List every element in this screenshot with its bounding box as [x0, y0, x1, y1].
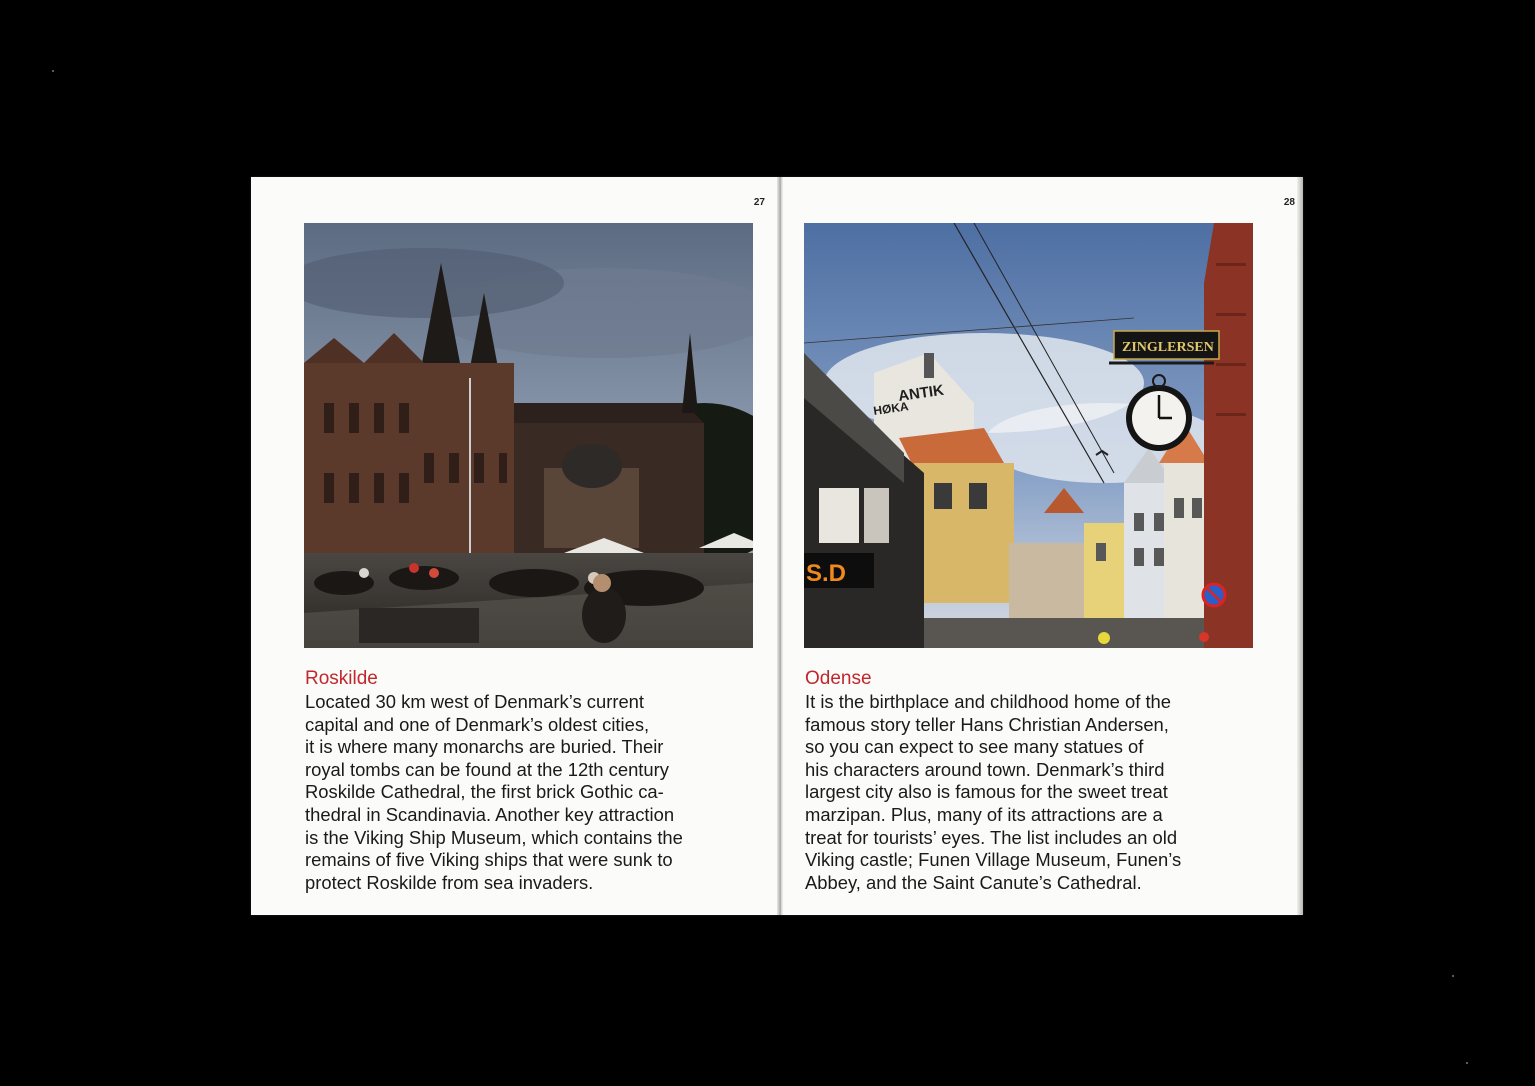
zinglersen-sign-text: ZINGLERSEN — [1122, 340, 1214, 355]
odense-street-photo — [804, 223, 1253, 648]
page-edge — [1297, 177, 1303, 915]
street-clock-illustration — [804, 223, 1253, 648]
dust-speck — [1452, 975, 1454, 977]
body-text-line: marzipan. Plus, many of its attractions are a — [805, 803, 1163, 825]
body-text-line: is the Viking Ship Museum, which contains the — [305, 826, 683, 848]
body-text-line: Viking castle; Funen Village Museum, Funen’s — [805, 849, 1182, 871]
body-text-line: his characters around town. Denmark’s third — [805, 758, 1165, 780]
booklet-spread — [251, 177, 1303, 915]
page-number: 28 — [1283, 197, 1295, 208]
body-text — [305, 691, 757, 894]
body-text-line: thedral in Scandinavia. Another key attraction — [305, 803, 675, 825]
roskilde-cathedral-photo — [304, 223, 753, 648]
city-title: Roskilde — [305, 668, 378, 689]
hoka-wall-text: HØKA — [872, 399, 910, 418]
body-text-line: it is where many monarchs are buried. Their — [305, 736, 664, 758]
body-text-line: remains of five Viking ships that were sunk to — [305, 849, 673, 871]
body-text-line: treat for tourists’ eyes. The list includes an old — [805, 826, 1178, 848]
page-left — [251, 177, 777, 915]
body-text-line: It is the birthplace and childhood home of the — [805, 691, 1172, 712]
body-text-line: largest city also is famous for the sweet treat — [805, 781, 1168, 803]
body-text-line: so you can expect to see many statues of — [805, 736, 1144, 758]
body-text-line: royal tombs can be found at the 12th century — [305, 758, 669, 780]
body-text-line: Located 30 km west of Denmark’s current — [305, 691, 645, 712]
cathedral-square-illustration — [304, 223, 753, 648]
city-title: Odense — [805, 668, 872, 689]
page-number: 27 — [753, 197, 765, 208]
body-text-line: famous story teller Hans Christian Andersen, — [805, 713, 1169, 735]
dust-speck — [1466, 1062, 1468, 1064]
antik-wall-text: ANTIK — [897, 381, 945, 405]
body-text-line: Abbey, and the Saint Canute’s Cathedral. — [805, 871, 1142, 893]
body-text-line: protect Roskilde from sea invaders. — [305, 871, 594, 893]
shop-sign-text: S.D — [806, 560, 847, 587]
body-text-line: capital and one of Denmark’s oldest cities, — [305, 713, 650, 735]
body-text — [805, 691, 1257, 894]
dust-speck — [52, 70, 54, 72]
page-right — [783, 177, 1297, 915]
body-text-line: Roskilde Cathedral, the first brick Gothic ca- — [305, 781, 664, 803]
